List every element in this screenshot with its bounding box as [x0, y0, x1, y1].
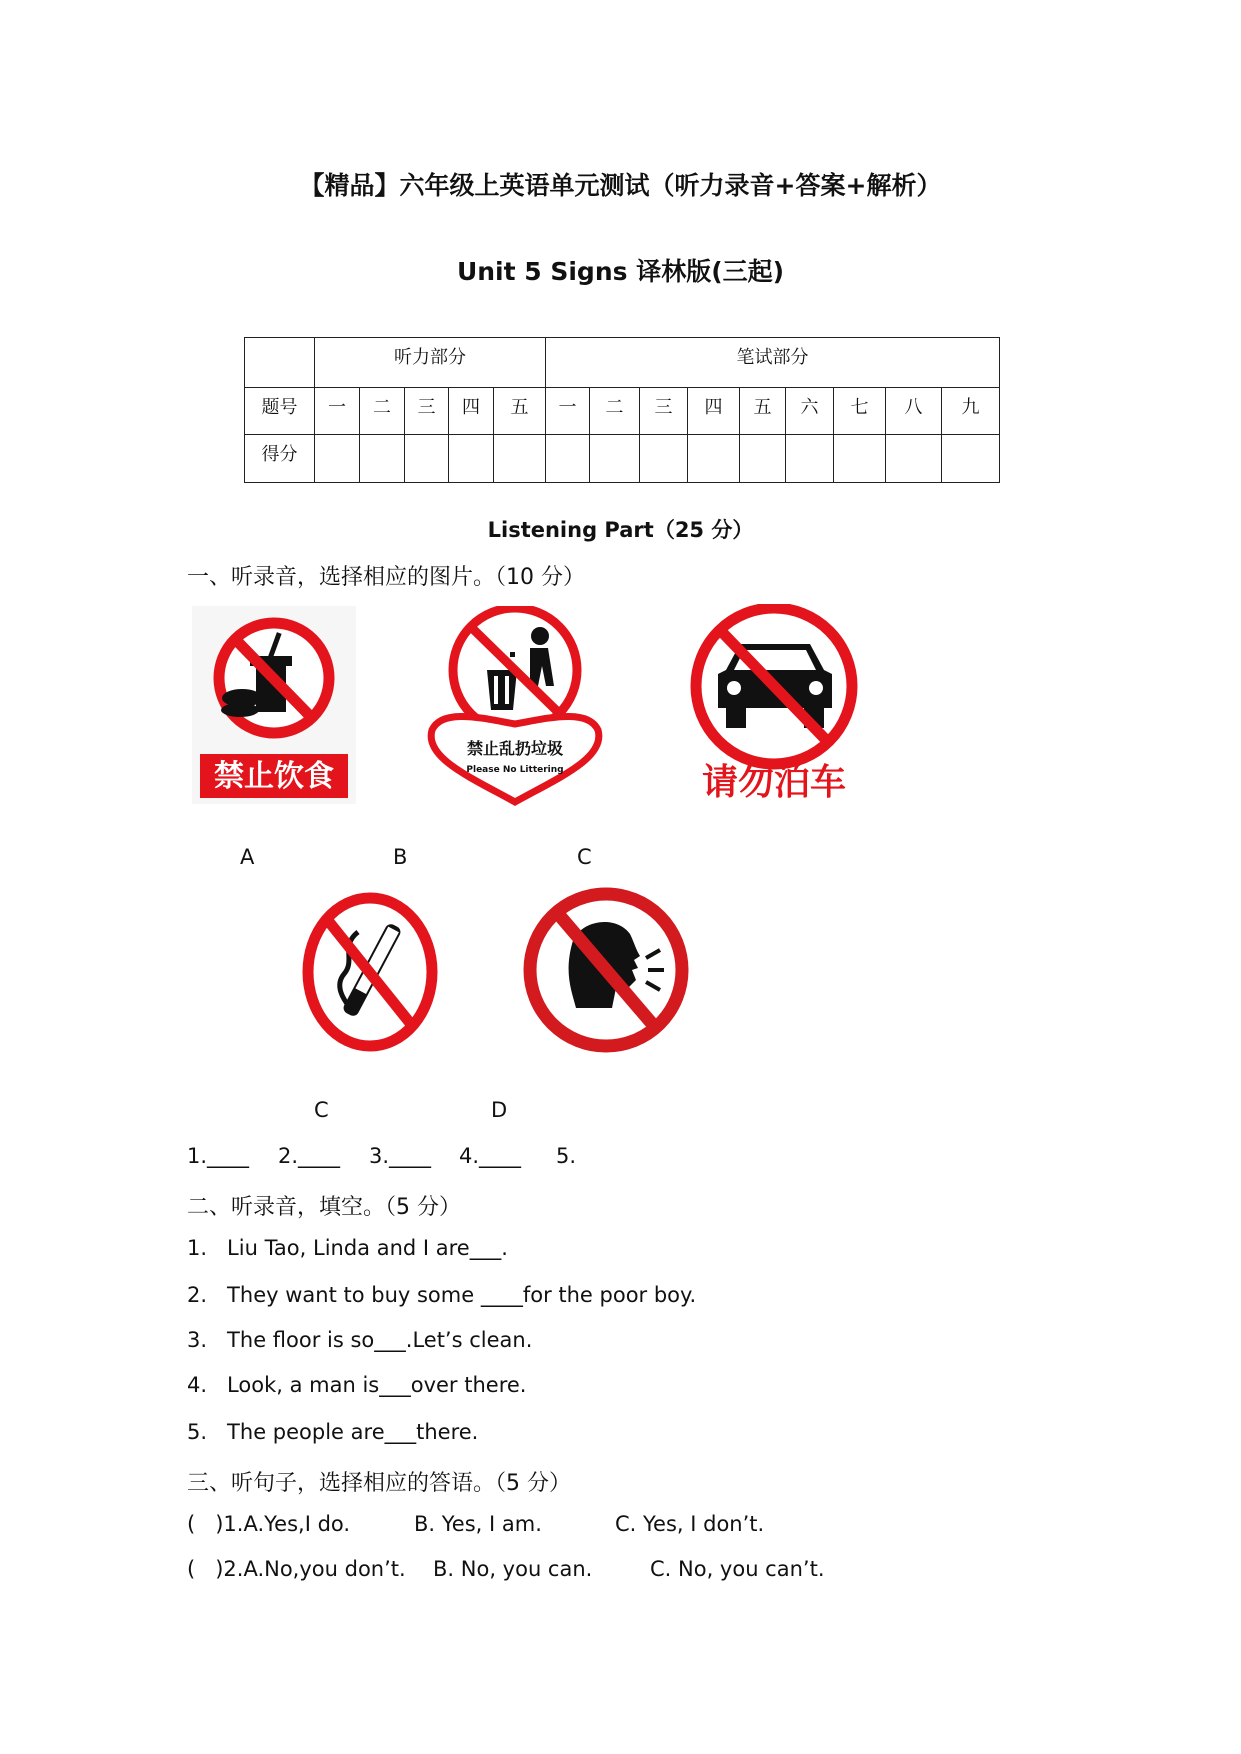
score-table: [244, 337, 1000, 483]
score-cell[interactable]: [590, 434, 640, 482]
score-cell[interactable]: [834, 434, 886, 482]
sign-b-caption: 禁止乱扔垃圾: [466, 739, 564, 758]
written-col: 七: [834, 388, 886, 434]
option-letter: D: [491, 1098, 508, 1122]
choice-question-1: ( )1.A.Yes,I do.: [187, 1512, 351, 1536]
written-col: 六: [786, 388, 834, 434]
section3-heading: 三、听句子，选择相应的答语。（5 分）: [187, 1471, 571, 1496]
written-col: 三: [640, 388, 688, 434]
no-littering-icon: [412, 606, 618, 806]
answer-blank[interactable]: 3.____: [369, 1144, 432, 1168]
listening-col: 四: [449, 388, 494, 434]
option-letter: B: [393, 845, 408, 869]
choice-option: C. No, you can’t.: [650, 1557, 825, 1581]
fill-blank-item: 2. They want to buy some ____for the poor boy.: [187, 1283, 697, 1307]
fill-blank-item: 4. Look, a man is___over there.: [187, 1373, 527, 1397]
score-cell[interactable]: [360, 434, 405, 482]
score-cell[interactable]: [688, 434, 740, 482]
listening-col: 五: [494, 388, 546, 434]
written-col: 八: [886, 388, 942, 434]
choice-option: B. Yes, I am.: [414, 1512, 542, 1536]
sign-b-subcaption: Please No Littering: [466, 765, 564, 775]
section1-heading: 一、听录音，选择相应的图片。（10 分）: [187, 565, 585, 590]
page-title: 【精品】六年级上英语单元测试（听力录音+答案+解析）: [299, 171, 942, 200]
no-smoking-icon: [300, 890, 440, 1054]
score-cell[interactable]: [315, 434, 360, 482]
score-label: 得分: [245, 434, 315, 482]
table-corner-cell: [245, 338, 315, 388]
answer-blank[interactable]: 2.____: [278, 1144, 341, 1168]
score-cell[interactable]: [546, 434, 590, 482]
option-letter: C: [314, 1098, 329, 1122]
option-letter: A: [240, 845, 255, 869]
no-eating-drinking-icon: [192, 606, 356, 804]
score-cell[interactable]: [786, 434, 834, 482]
score-cell[interactable]: [886, 434, 942, 482]
question-number-label: 题号: [245, 388, 315, 434]
answer-blank[interactable]: 4.____: [459, 1144, 522, 1168]
sign-c-caption: 请勿泊车: [701, 762, 847, 803]
written-col: 四: [688, 388, 740, 434]
written-col: 二: [590, 388, 640, 434]
listening-col: 一: [315, 388, 360, 434]
answer-blank[interactable]: 1.____: [187, 1144, 250, 1168]
option-letter: C: [577, 845, 592, 869]
score-cell[interactable]: [640, 434, 688, 482]
score-cell[interactable]: [942, 434, 1000, 482]
written-header-cell: 笔试部分: [546, 338, 1000, 388]
listening-header-cell: 听力部分: [315, 338, 546, 388]
answer-blank[interactable]: 5.: [556, 1144, 577, 1168]
score-cell[interactable]: [494, 434, 546, 482]
score-cell[interactable]: [405, 434, 449, 482]
fill-blank-item: 5. The people are___there.: [187, 1420, 479, 1444]
written-col: 九: [942, 388, 1000, 434]
fill-blank-item: 3. The floor is so___.Let’s clean.: [187, 1328, 533, 1352]
listening-part-title: Listening Part（25 分）: [487, 518, 754, 542]
fill-blank-item: 1. Liu Tao, Linda and I are___.: [187, 1236, 508, 1260]
score-cell[interactable]: [449, 434, 494, 482]
written-col: 五: [740, 388, 786, 434]
listening-col: 二: [360, 388, 405, 434]
no-shouting-icon: [520, 884, 692, 1056]
listening-col: 三: [405, 388, 449, 434]
written-col: 一: [546, 388, 590, 434]
choice-option: C. Yes, I don’t.: [615, 1512, 765, 1536]
no-parking-icon: [670, 604, 880, 804]
section2-heading: 二、听录音，填空。（5 分）: [187, 1195, 461, 1220]
page-subtitle: Unit 5 Signs 译林版(三起): [456, 257, 785, 286]
sign-a-caption: 禁止饮食: [214, 759, 334, 794]
score-cell[interactable]: [740, 434, 786, 482]
choice-question-2: ( )2.A.No,you don’t.: [187, 1557, 406, 1581]
choice-option: B. No, you can.: [433, 1557, 593, 1581]
